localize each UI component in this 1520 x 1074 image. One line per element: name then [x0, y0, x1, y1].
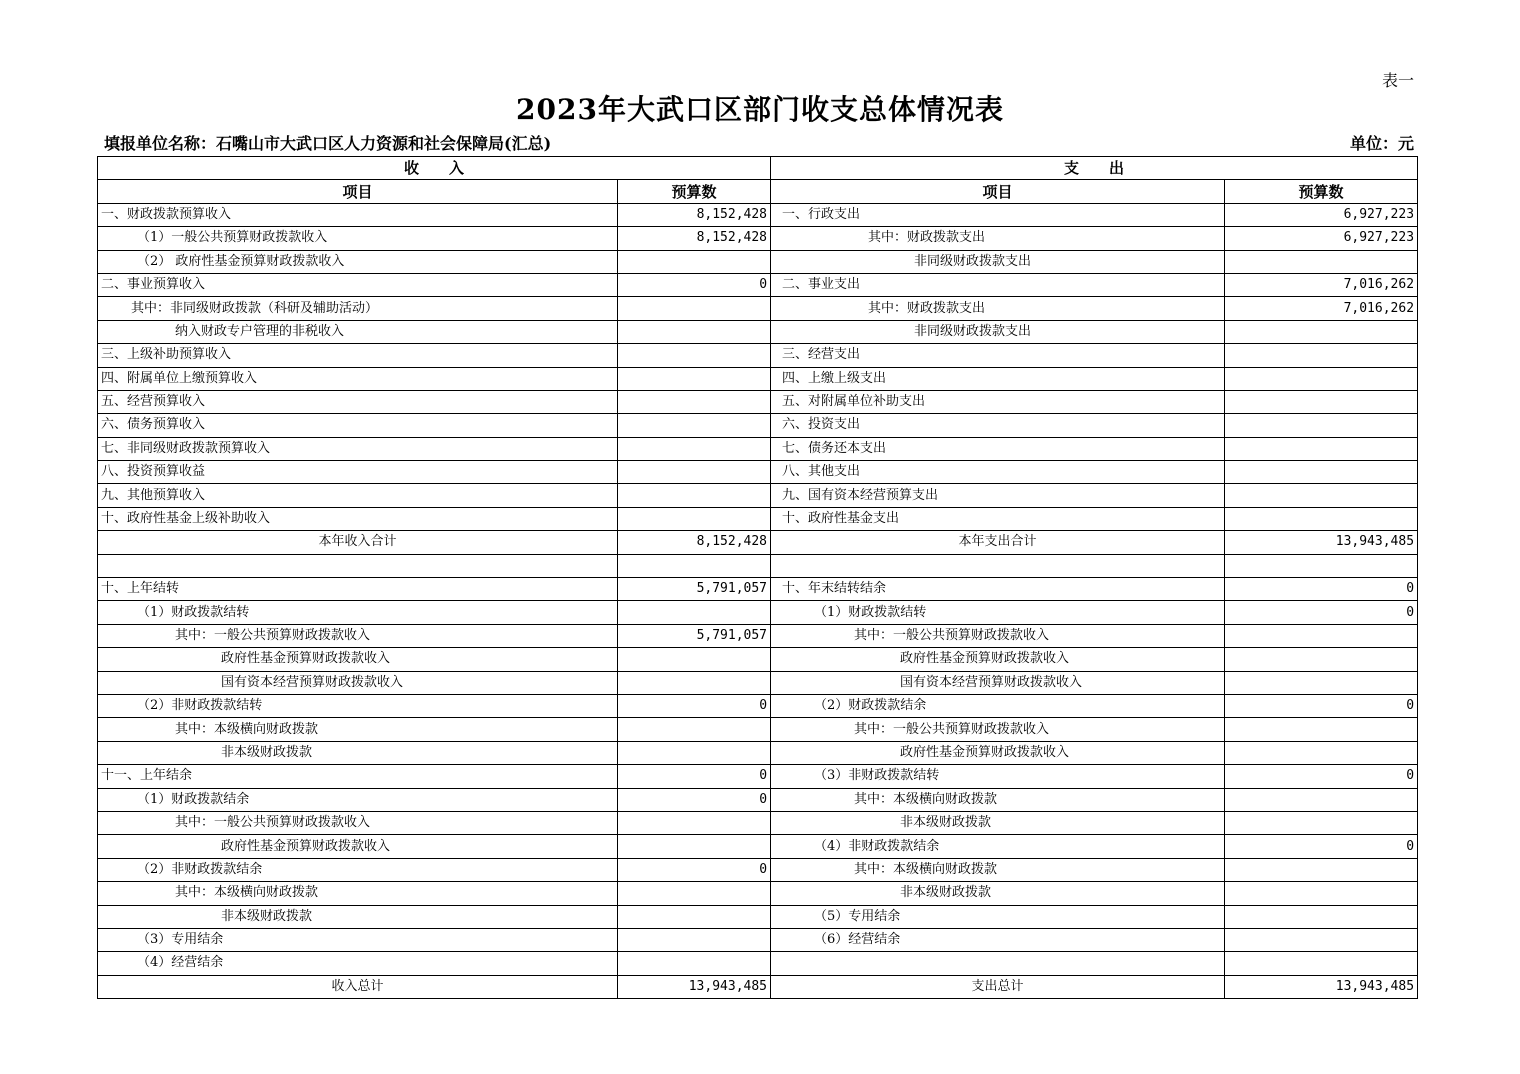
- table-row: [98, 975, 1418, 998]
- income-budget-cell: 5,791,057: [618, 578, 771, 601]
- page-title: 2023年大武口区部门收支总体情况表: [516, 93, 1004, 126]
- expense-item-cell: [771, 952, 1225, 975]
- income-budget-cell: [618, 320, 771, 343]
- table-row: [98, 344, 1418, 367]
- expense-budget-cell: 7,016,262: [1225, 273, 1418, 296]
- income-budget-cell: [618, 905, 771, 928]
- budget-table: [97, 156, 1418, 999]
- income-budget-cell: [618, 882, 771, 905]
- expense-item-cell: 十、年末结转结余: [771, 578, 1225, 601]
- table-row: [98, 320, 1418, 343]
- expense-budget-cell: [1225, 507, 1418, 530]
- expense-budget-cell: [1225, 882, 1418, 905]
- column-header-row: [98, 180, 1418, 203]
- expense-budget-cell: [1225, 741, 1418, 764]
- table-row: [98, 648, 1418, 671]
- table-row: [98, 765, 1418, 788]
- expense-item-cell: （2）财政拨款结余: [771, 694, 1225, 717]
- income-item-cell: （1）财政拨款结转: [98, 601, 618, 624]
- expense-budget-cell: [1225, 437, 1418, 460]
- expense-budget-cell: [1225, 624, 1418, 647]
- expense-item-cell: 七、债务还本支出: [771, 437, 1225, 460]
- expense-item-cell: 八、其他支出: [771, 461, 1225, 484]
- expense-item-cell: （1）财政拨款结转: [771, 601, 1225, 624]
- income-item-header: 项目: [98, 180, 618, 203]
- income-item-cell: 非本级财政拨款: [98, 905, 618, 928]
- expense-item-cell: [771, 554, 1225, 577]
- expense-item-cell: 四、上缴上级支出: [771, 367, 1225, 390]
- income-item-cell: 政府性基金预算财政拨款收入: [98, 835, 618, 858]
- income-item-cell: 纳入财政专户管理的非税收入: [98, 320, 618, 343]
- income-budget-cell: [618, 601, 771, 624]
- table-row: [98, 390, 1418, 413]
- income-budget-cell: [618, 718, 771, 741]
- income-budget-cell: 8,152,428: [618, 227, 771, 250]
- expense-item-cell: 政府性基金预算财政拨款收入: [771, 741, 1225, 764]
- table-row: [98, 250, 1418, 273]
- income-budget-cell: [618, 648, 771, 671]
- expense-budget-cell: [1225, 414, 1418, 437]
- expense-item-cell: 五、对附属单位补助支出: [771, 390, 1225, 413]
- income-budget-cell: [618, 671, 771, 694]
- expense-budget-cell: [1225, 390, 1418, 413]
- income-budget-cell: 0: [618, 788, 771, 811]
- income-item-cell: 其中：本级横向财政拨款: [98, 882, 618, 905]
- expense-budget-cell: [1225, 928, 1418, 951]
- income-item-cell: （1）一般公共预算财政拨款收入: [98, 227, 618, 250]
- income-budget-cell: [618, 414, 771, 437]
- income-budget-cell: 13,943,485: [618, 975, 771, 998]
- income-budget-cell: [618, 741, 771, 764]
- expense-budget-cell: 6,927,223: [1225, 227, 1418, 250]
- expense-item-cell: 政府性基金预算财政拨款收入: [771, 648, 1225, 671]
- income-item-cell: 十一、上年结余: [98, 765, 618, 788]
- income-item-cell: 四、附属单位上缴预算收入: [98, 367, 618, 390]
- income-item-cell: 三、上级补助预算收入: [98, 344, 618, 367]
- income-item-cell: （2） 政府性基金预算财政拨款收入: [98, 250, 618, 273]
- income-budget-cell: [618, 437, 771, 460]
- expense-budget-cell: [1225, 811, 1418, 834]
- income-budget-cell: 5,791,057: [618, 624, 771, 647]
- income-item-cell: 收入总计: [98, 975, 618, 998]
- income-item-cell: 九、其他预算收入: [98, 484, 618, 507]
- expense-budget-cell: [1225, 250, 1418, 273]
- income-budget-cell: [618, 250, 771, 273]
- income-budget-cell: [618, 390, 771, 413]
- income-budget-cell: 0: [618, 858, 771, 881]
- expense-budget-cell: 0: [1225, 765, 1418, 788]
- expense-item-cell: 其中：财政拨款支出: [771, 297, 1225, 320]
- table-row: [98, 601, 1418, 624]
- income-budget-cell: [618, 484, 771, 507]
- expense-budget-cell: 0: [1225, 694, 1418, 717]
- table-row: [98, 414, 1418, 437]
- table-body: [98, 203, 1418, 998]
- table-row: [98, 461, 1418, 484]
- income-item-cell: 八、投资预算收益: [98, 461, 618, 484]
- expense-item-cell: 其中：本级横向财政拨款: [771, 788, 1225, 811]
- expense-budget-cell: 7,016,262: [1225, 297, 1418, 320]
- table-row: [98, 905, 1418, 928]
- expense-header: 支 出: [771, 157, 1418, 180]
- expense-budget-cell: [1225, 320, 1418, 343]
- table-row: [98, 928, 1418, 951]
- expense-item-cell: 其中：一般公共预算财政拨款收入: [771, 624, 1225, 647]
- income-budget-cell: [618, 461, 771, 484]
- table-number: 表一: [1381, 71, 1414, 90]
- table-row: [98, 484, 1418, 507]
- table-row: [98, 694, 1418, 717]
- expense-budget-cell: [1225, 648, 1418, 671]
- expense-item-cell: 其中：一般公共预算财政拨款收入: [771, 718, 1225, 741]
- income-budget-cell: 0: [618, 694, 771, 717]
- table-row: [98, 788, 1418, 811]
- table-row: [98, 671, 1418, 694]
- expense-item-cell: 非本级财政拨款: [771, 882, 1225, 905]
- expense-budget-cell: [1225, 484, 1418, 507]
- income-budget-header: 预算数: [618, 180, 771, 203]
- income-item-cell: 其中：一般公共预算财政拨款收入: [98, 811, 618, 834]
- expense-item-cell: 三、经营支出: [771, 344, 1225, 367]
- income-budget-cell: 0: [618, 765, 771, 788]
- expense-budget-header: 预算数: [1225, 180, 1418, 203]
- expense-item-cell: 其中：本级横向财政拨款: [771, 858, 1225, 881]
- expense-item-header: 项目: [771, 180, 1225, 203]
- income-item-cell: 其中：非同级财政拨款（科研及辅助活动）: [98, 297, 618, 320]
- expense-budget-cell: [1225, 788, 1418, 811]
- expense-item-cell: 本年支出合计: [771, 531, 1225, 554]
- expense-budget-cell: 13,943,485: [1225, 975, 1418, 998]
- expense-budget-cell: 0: [1225, 578, 1418, 601]
- reporting-unit: 填报单位名称：石嘴山市大武口区人力资源和社会保障局(汇总): [104, 134, 552, 153]
- expense-budget-cell: [1225, 718, 1418, 741]
- income-item-cell: 七、非同级财政拨款预算收入: [98, 437, 618, 460]
- income-item-cell: 政府性基金预算财政拨款收入: [98, 648, 618, 671]
- expense-item-cell: 非同级财政拨款支出: [771, 320, 1225, 343]
- expense-item-cell: （5）专用结余: [771, 905, 1225, 928]
- expense-item-cell: （3）非财政拨款结转: [771, 765, 1225, 788]
- table-row: [98, 858, 1418, 881]
- section-header-row: [98, 157, 1418, 180]
- expense-item-cell: 非同级财政拨款支出: [771, 250, 1225, 273]
- expense-budget-cell: [1225, 461, 1418, 484]
- income-item-cell: [98, 554, 618, 577]
- income-budget-cell: [618, 297, 771, 320]
- income-budget-cell: [618, 344, 771, 367]
- expense-item-cell: 二、事业支出: [771, 273, 1225, 296]
- table-row: [98, 835, 1418, 858]
- income-budget-cell: [618, 554, 771, 577]
- income-item-cell: 五、经营预算收入: [98, 390, 618, 413]
- currency-unit: 单位：元: [1349, 134, 1414, 153]
- income-item-cell: （1）财政拨款结余: [98, 788, 618, 811]
- income-item-cell: 十、上年结转: [98, 578, 618, 601]
- income-budget-cell: 8,152,428: [618, 531, 771, 554]
- table-row: [98, 952, 1418, 975]
- expense-item-cell: 九、国有资本经营预算支出: [771, 484, 1225, 507]
- income-item-cell: 六、债务预算收入: [98, 414, 618, 437]
- table-row: [98, 367, 1418, 390]
- income-item-cell: 国有资本经营预算财政拨款收入: [98, 671, 618, 694]
- table-row: [98, 811, 1418, 834]
- expense-item-cell: 一、行政支出: [771, 203, 1225, 226]
- table-row: [98, 554, 1418, 577]
- income-budget-cell: 0: [618, 273, 771, 296]
- expense-item-cell: （6）经营结余: [771, 928, 1225, 951]
- expense-item-cell: 十、政府性基金支出: [771, 507, 1225, 530]
- income-item-cell: （4）经营结余: [98, 952, 618, 975]
- table-row: [98, 437, 1418, 460]
- expense-budget-cell: 0: [1225, 835, 1418, 858]
- table-row: [98, 882, 1418, 905]
- income-item-cell: 其中：一般公共预算财政拨款收入: [98, 624, 618, 647]
- expense-item-cell: 支出总计: [771, 975, 1225, 998]
- expense-budget-cell: [1225, 554, 1418, 577]
- table-row: [98, 531, 1418, 554]
- income-budget-cell: [618, 952, 771, 975]
- income-budget-cell: [618, 811, 771, 834]
- table-row: [98, 741, 1418, 764]
- expense-budget-cell: 6,927,223: [1225, 203, 1418, 226]
- table-row: [98, 507, 1418, 530]
- table-row: [98, 227, 1418, 250]
- expense-budget-cell: [1225, 344, 1418, 367]
- income-item-cell: 一、财政拨款预算收入: [98, 203, 618, 226]
- income-item-cell: （3）专用结余: [98, 928, 618, 951]
- expense-budget-cell: [1225, 671, 1418, 694]
- table-row: [98, 203, 1418, 226]
- expense-item-cell: 其中：财政拨款支出: [771, 227, 1225, 250]
- income-item-cell: 其中：本级横向财政拨款: [98, 718, 618, 741]
- income-item-cell: 非本级财政拨款: [98, 741, 618, 764]
- income-budget-cell: [618, 835, 771, 858]
- table-row: [98, 297, 1418, 320]
- expense-budget-cell: [1225, 858, 1418, 881]
- income-item-cell: 本年收入合计: [98, 531, 618, 554]
- expense-budget-cell: [1225, 905, 1418, 928]
- table-row: [98, 718, 1418, 741]
- income-item-cell: 二、事业预算收入: [98, 273, 618, 296]
- expense-item-cell: 国有资本经营预算财政拨款收入: [771, 671, 1225, 694]
- table-row: [98, 624, 1418, 647]
- table-row: [98, 578, 1418, 601]
- expense-item-cell: （4）非财政拨款结余: [771, 835, 1225, 858]
- expense-budget-cell: [1225, 952, 1418, 975]
- income-budget-cell: 8,152,428: [618, 203, 771, 226]
- income-budget-cell: [618, 507, 771, 530]
- income-item-cell: 十、政府性基金上级补助收入: [98, 507, 618, 530]
- expense-budget-cell: 13,943,485: [1225, 531, 1418, 554]
- income-item-cell: （2）非财政拨款结余: [98, 858, 618, 881]
- expense-budget-cell: 0: [1225, 601, 1418, 624]
- income-budget-cell: [618, 928, 771, 951]
- expense-budget-cell: [1225, 367, 1418, 390]
- income-item-cell: （2）非财政拨款结转: [98, 694, 618, 717]
- income-budget-cell: [618, 367, 771, 390]
- table-row: [98, 273, 1418, 296]
- expense-item-cell: 六、投资支出: [771, 414, 1225, 437]
- income-header: 收 入: [98, 157, 771, 180]
- expense-item-cell: 非本级财政拨款: [771, 811, 1225, 834]
